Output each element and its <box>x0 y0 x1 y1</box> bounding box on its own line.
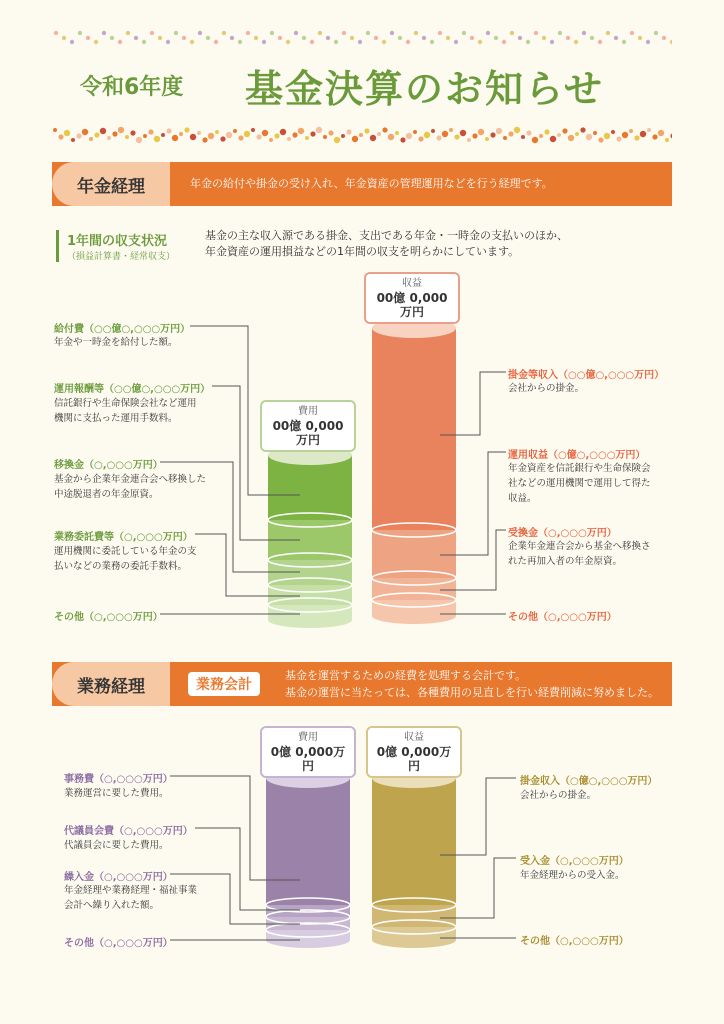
era-label: 令和6年度 <box>80 75 184 100</box>
transfer-in-label: 受換金（○,○○○万円） <box>508 528 617 539</box>
transfer-expense-label: 繰入金（○,○○○万円） <box>64 872 173 883</box>
business-section-desc <box>285 667 659 701</box>
bubble-key: 収益 <box>402 278 422 289</box>
business-section-title: 業務経理 <box>52 662 170 706</box>
other-expense-label: その他（○,○○○万円） <box>54 612 163 623</box>
business-contribution-label: 掛金収入（○億○,○○○万円） <box>520 776 658 787</box>
management-fee-label: 運用報酬等（○○億○,○○○万円） <box>54 384 211 395</box>
office-expense-label: 事務費（○,○○○万円） <box>64 774 173 785</box>
bubble-value: 0億 0,000万円 <box>376 745 452 773</box>
sub-note: （損益計算書・経常収支） <box>67 252 176 262</box>
desc-line: 収益。 <box>508 493 537 504</box>
other-income-label: その他（○,○○○万円） <box>508 612 617 623</box>
bubble-value: 0億 0,000万円 <box>270 745 346 773</box>
desc-line: 中途脱退者の年金原資。 <box>54 489 159 500</box>
received-transfer-label: 受入金（○,○○○万円） <box>520 856 629 867</box>
desc-line: 払いなどの業務の委託手数料。 <box>54 561 188 572</box>
pension-expense-bubble <box>260 400 356 452</box>
bubble-value: 00億 0,000万円 <box>272 419 344 447</box>
desc-line: 運用機関に委託している年金の支 <box>54 546 197 557</box>
investment-income-desc <box>508 461 651 506</box>
office-expense-desc: 業務運営に要した費用。 <box>64 788 169 799</box>
intro-line-1: 基金の主な収入源である掛金、支出である年金・一時金の支払いのほか、 <box>205 229 568 242</box>
business-other-income-label: その他（○,○○○万円） <box>520 936 629 947</box>
contribution-desc: 会社からの掛金。 <box>508 383 585 394</box>
page-title: 基金決算のお知らせ <box>245 67 604 111</box>
bubble-key: 収益 <box>404 732 424 743</box>
outsourcing-desc <box>54 544 197 574</box>
business-income-cylinder <box>372 768 456 948</box>
desc-line: 基金から企業年金連合会へ移換した <box>54 474 207 485</box>
desc-line: 信託銀行や生命保険会社など運用 <box>54 398 197 409</box>
desc-line: 基金の運営に当たっては、各種費用の見直しを行い経費削減に努めました。 <box>285 686 659 699</box>
business-income-bubble <box>366 726 462 778</box>
business-expense-cylinder <box>266 768 350 948</box>
desc-line: れた再加入者の年金原資。 <box>508 556 623 567</box>
bubble-key: 費用 <box>298 406 318 417</box>
transfer-expense-desc <box>64 883 197 913</box>
management-fee-desc <box>54 396 197 426</box>
business-expense-bubble <box>260 726 356 778</box>
desc-line: 企業年金連合会から基金へ移換さ <box>508 541 651 552</box>
council-expense-label: 代議員会費（○,○○○万円） <box>64 826 193 837</box>
desc-line: 基金を運営するための経費を処理する会計です。 <box>285 669 527 682</box>
bubble-value: 00億 0,000万円 <box>376 291 448 319</box>
benefit-desc: 年金や一時金を給付した額。 <box>54 337 178 348</box>
desc-line: 社などの運用機関で運用して得た <box>508 478 651 489</box>
transfer-out-desc <box>54 472 206 502</box>
investment-income-label: 運用収益（○億○,○○○万円） <box>508 450 646 461</box>
transfer-in-desc <box>508 539 651 569</box>
bubble-key: 費用 <box>298 732 318 743</box>
desc-line: 年金資産を信託銀行や生命保険会 <box>508 463 651 474</box>
received-transfer-desc: 年金経理からの受入金。 <box>520 870 625 881</box>
business-other-expense-label: その他（○,○○○万円） <box>64 938 173 949</box>
pension-income-cylinder <box>372 318 456 624</box>
desc-line: 年金経理や業務経理・福祉事業 <box>64 885 198 896</box>
outsourcing-label: 業務委託費等（○,○○○万円） <box>54 532 193 543</box>
intro-line-2: 年金資産の運用損益などの1年間の収支を明らかにしています。 <box>205 245 520 258</box>
pension-income-bubble <box>364 272 460 324</box>
sub-title: 1年間の収支状況 <box>67 234 168 249</box>
business-account-tag: 業務会計 <box>188 672 260 696</box>
transfer-out-label: 移換金（○,○○○万円） <box>54 460 163 471</box>
pension-expense-cylinder <box>268 445 352 628</box>
desc-line: 会計へ繰り入れた額。 <box>64 900 160 911</box>
pension-section-title: 年金経理 <box>52 162 170 206</box>
pension-section-desc: 年金の給付や掛金の受け入れ、年金資産の管理運用などを行う経理です。 <box>190 177 553 190</box>
council-expense-desc: 代議員会に要した費用。 <box>64 840 169 851</box>
contribution-label: 掛金等収入（○○億○,○○○万円） <box>508 370 665 381</box>
benefit-label: 給付費（○○億○,○○○万円） <box>54 324 191 335</box>
business-contribution-desc: 会社からの掛金。 <box>520 790 597 801</box>
desc-line: 機関に支払った運用手数料。 <box>54 413 178 424</box>
